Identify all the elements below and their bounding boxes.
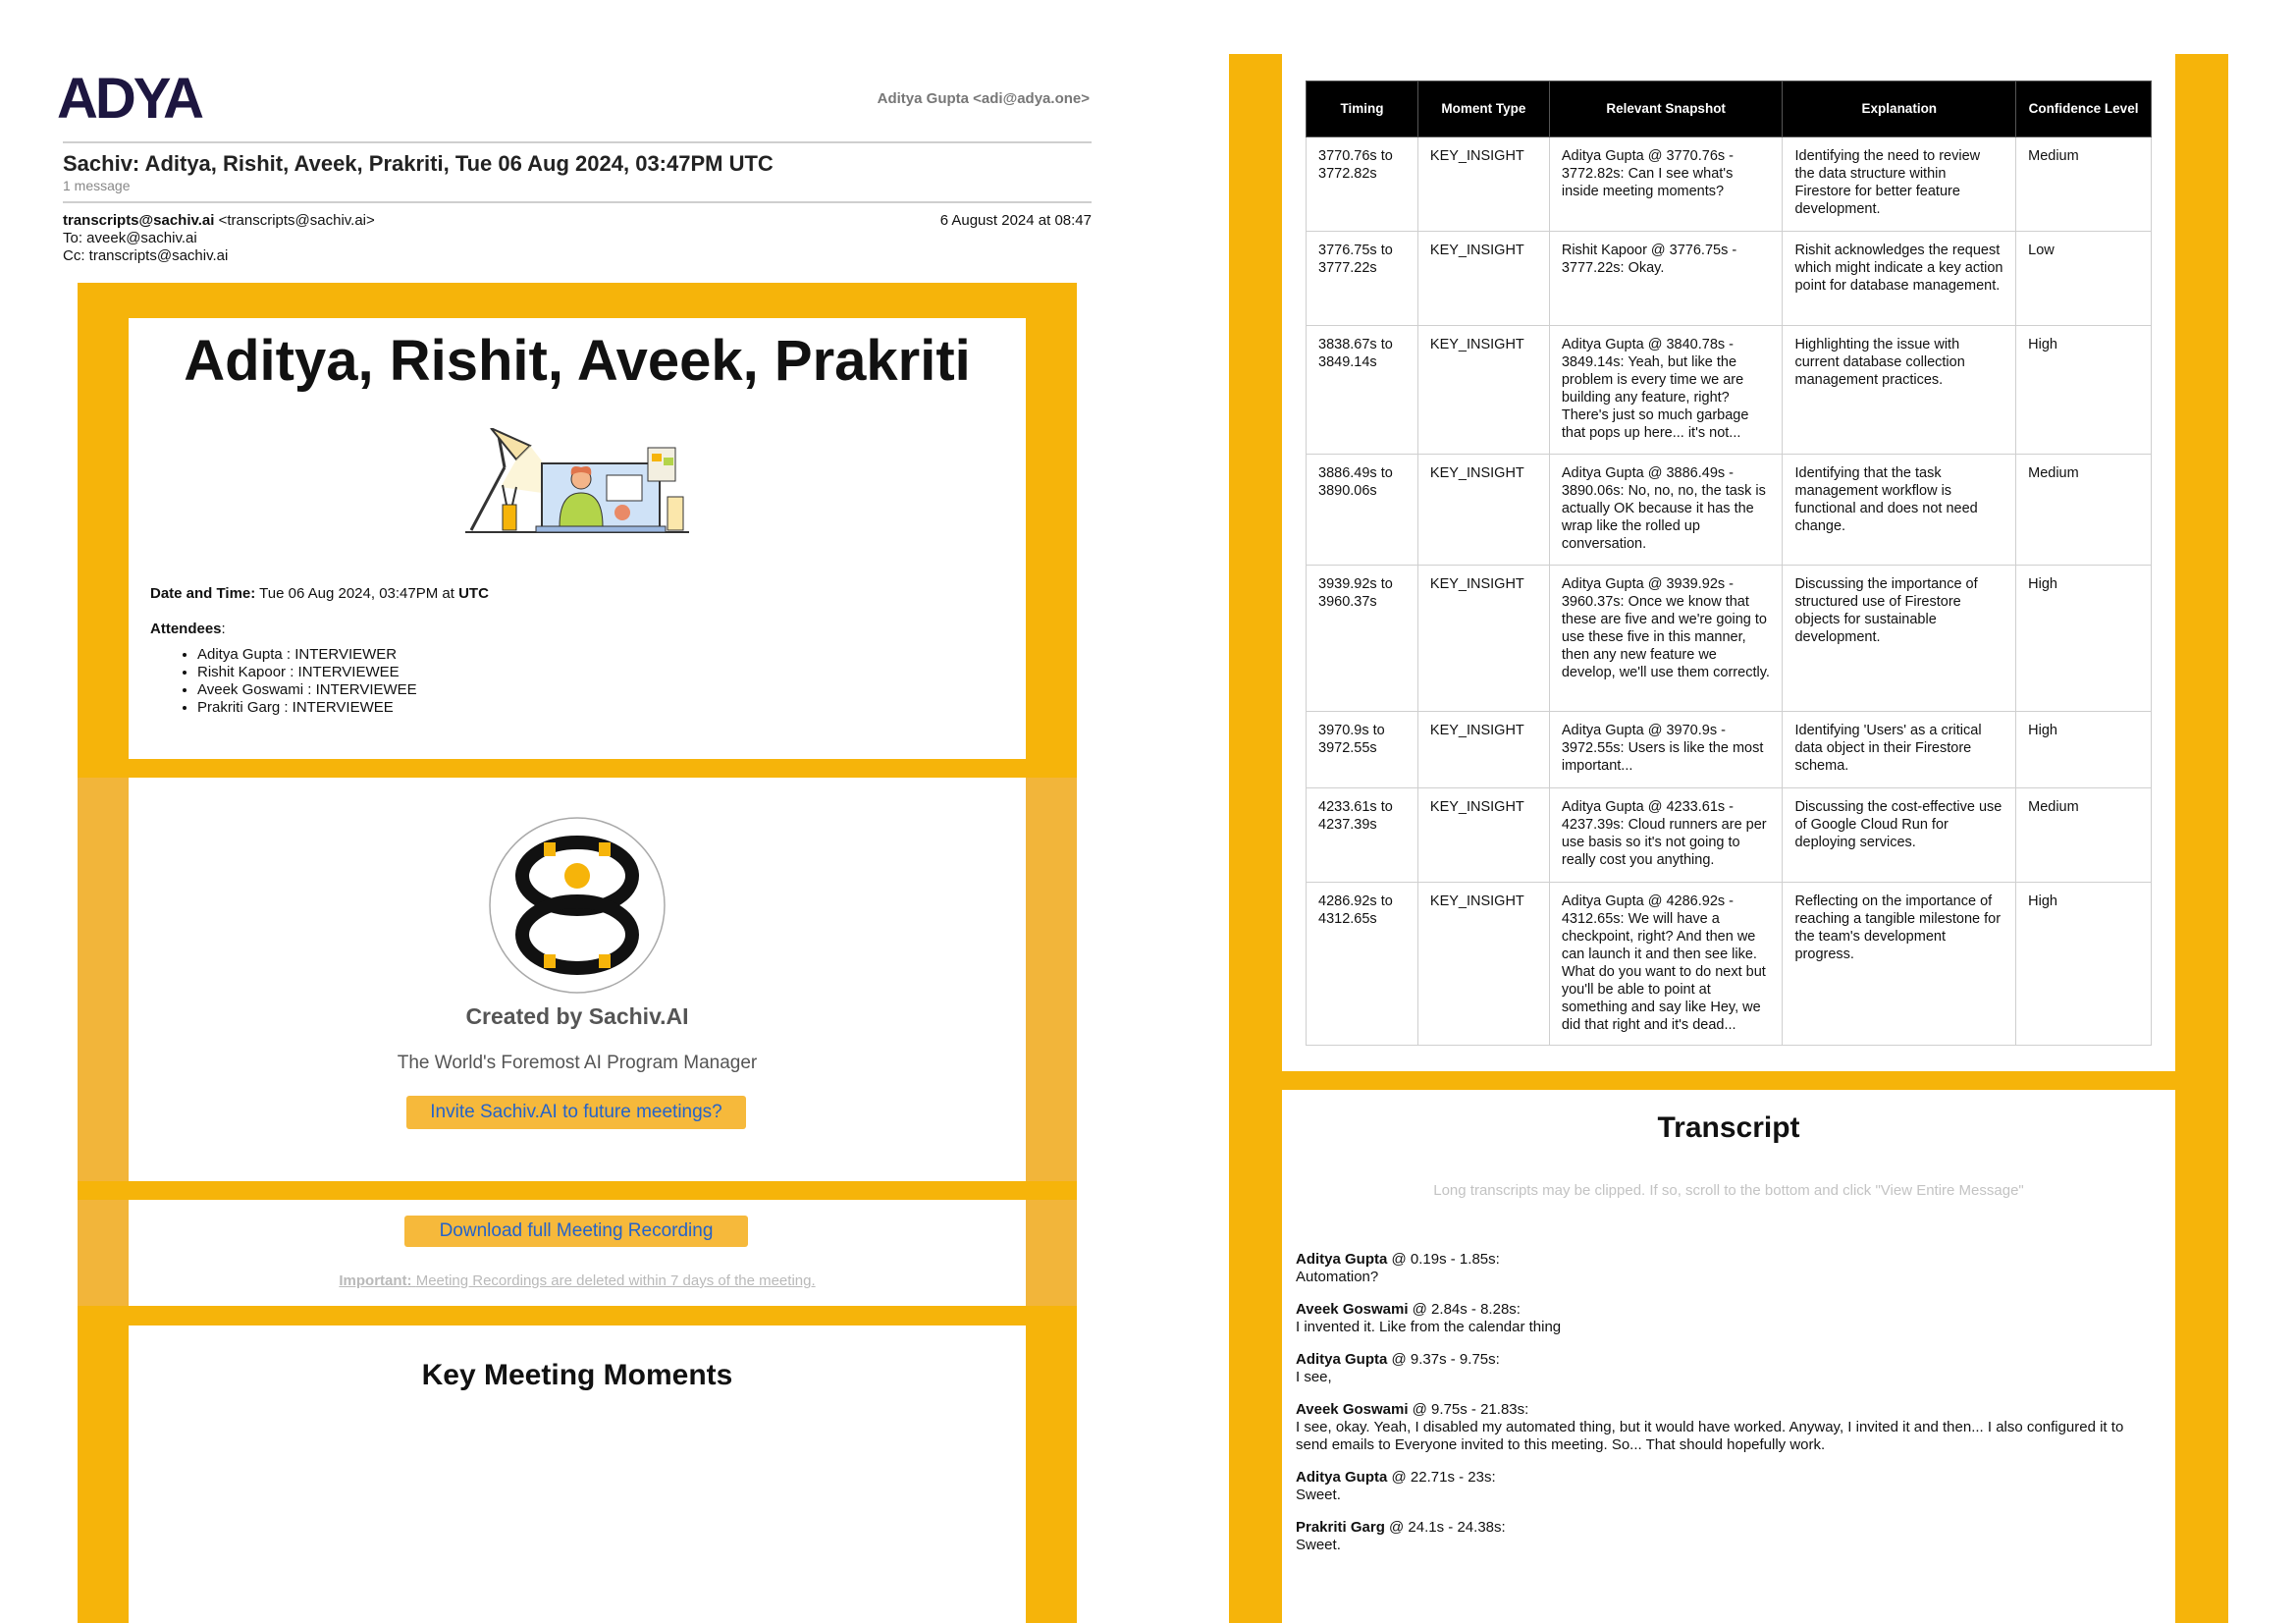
col-header-timing: Timing <box>1307 81 1418 137</box>
utterance-text: I see, <box>1296 1369 1332 1385</box>
cell-explanation: Reflecting on the importance of reaching a tangible milestone for the team's development progress. <box>1783 883 2016 1046</box>
cc-line: Cc: transcripts@sachiv.ai <box>63 247 229 264</box>
sachiv-logo-icon <box>487 815 667 996</box>
utterance-text: Sweet. <box>1296 1537 1341 1553</box>
sachiv-tagline: The World's Foremost AI Program Manager <box>397 1053 758 1073</box>
table-row <box>1307 712 2152 788</box>
cell-explanation: Discussing the cost-effective use of Google Cloud Run for deploying services. <box>1783 788 2016 883</box>
date-time-tz: UTC <box>458 585 489 602</box>
cell-type: KEY_INSIGHT <box>1417 232 1549 326</box>
created-by-text: Created by Sachiv.AI <box>465 1003 689 1029</box>
speaker-name: Aditya Gupta <box>1296 1469 1388 1486</box>
utterance-text: I see, okay. Yeah, I disabled my automated thing, but it would have worked. Anyway, I invited it and then... I also configured it to send emails to Everyone invited to this meeting. So... That should hopefully work. <box>1296 1419 2124 1453</box>
table-header-row <box>1307 81 2152 137</box>
cell-type: KEY_INSIGHT <box>1417 137 1549 232</box>
cell-confidence: High <box>2016 326 2152 455</box>
speaker-name: Prakriti Garg <box>1296 1519 1385 1536</box>
key-moments-table <box>1306 81 2152 1046</box>
attendee-item: • Aveek Goswami : INTERVIEWEE <box>197 681 417 699</box>
sender-address: <transcripts@sachiv.ai> <box>218 212 375 229</box>
cell-explanation: Rishit acknowledges the request which might indicate a key action point for database management. <box>1783 232 2016 326</box>
col-header-snapshot: Relevant Snapshot <box>1549 81 1783 137</box>
table-row <box>1307 455 2152 566</box>
cell-explanation: Highlighting the issue with current database collection management practices. <box>1783 326 2016 455</box>
cell-type: KEY_INSIGHT <box>1417 455 1549 566</box>
table-row <box>1307 232 2152 326</box>
adya-logo <box>57 71 224 124</box>
cell-timing: 4286.92s to 4312.65s <box>1307 883 1418 1046</box>
transcript-entry <box>1296 1351 2150 1386</box>
cell-type: KEY_INSIGHT <box>1417 326 1549 455</box>
col-header-confidence: Confidence Level <box>2016 81 2152 137</box>
cell-timing: 4233.61s to 4237.39s <box>1307 788 1418 883</box>
email-subject: Sachiv: Aditya, Rishit, Aveek, Prakriti, Tue 06 Aug 2024, 03:47PM UTC <box>63 151 774 176</box>
utterance-text: Automation? <box>1296 1269 1379 1285</box>
transcript-clip-note: Long transcripts may be clipped. If so, scroll to the bottom and click "View Entire Message" <box>1433 1182 2024 1199</box>
cell-type: KEY_INSIGHT <box>1417 712 1549 788</box>
download-recording-button[interactable]: Download full Meeting Recording <box>404 1216 748 1247</box>
utterance-time: @ 2.84s - 8.28s: <box>1408 1301 1521 1318</box>
cell-snapshot: Aditya Gupta @ 3939.92s - 3960.37s: Once we know that these are five and we're going to use these five in this manner, then any new feature we develop, we'll use them correctly. <box>1549 566 1783 712</box>
cell-explanation: Discussing the importance of structured use of Firestore objects for sustainable development. <box>1783 566 2016 712</box>
date-time <box>150 585 489 602</box>
cell-timing: 3838.67s to 3849.14s <box>1307 326 1418 455</box>
utterance-time: @ 0.19s - 1.85s: <box>1387 1251 1500 1268</box>
cell-timing: 3770.76s to 3772.82s <box>1307 137 1418 232</box>
date-time-label: Date and Time: <box>150 585 256 602</box>
col-header-moment-type: Moment Type <box>1417 81 1549 137</box>
utterance-time: @ 9.37s - 9.75s: <box>1387 1351 1500 1368</box>
cell-explanation: Identifying the need to review the data structure within Firestore for better feature development. <box>1783 137 2016 232</box>
utterance-text: I invented it. Like from the calendar thing <box>1296 1319 1562 1335</box>
important-label: Important: <box>339 1272 412 1289</box>
utterance-time: @ 9.75s - 21.83s: <box>1408 1401 1529 1418</box>
recording-retention-note[interactable] <box>129 1272 1026 1289</box>
cell-snapshot: Rishit Kapoor @ 3776.75s - 3777.22s: Okay. <box>1549 232 1783 326</box>
cell-confidence: Medium <box>2016 455 2152 566</box>
cell-timing: 3939.92s to 3960.37s <box>1307 566 1418 712</box>
cell-confidence: High <box>2016 712 2152 788</box>
attendee-item: • Prakriti Garg : INTERVIEWEE <box>197 699 417 717</box>
speaker-name: Aveek Goswami <box>1296 1301 1409 1318</box>
attendees-label: Attendees <box>150 621 222 637</box>
attendee-item: • Aditya Gupta : INTERVIEWER <box>197 646 417 664</box>
col-header-explanation: Explanation <box>1783 81 2016 137</box>
transcript-entry <box>1296 1401 2150 1454</box>
utterance-time: @ 24.1s - 24.38s: <box>1384 1519 1506 1536</box>
table-row <box>1307 566 2152 712</box>
cell-type: KEY_INSIGHT <box>1417 566 1549 712</box>
table-row <box>1307 137 2152 232</box>
attendee-item: • Rishit Kapoor : INTERVIEWEE <box>197 664 417 681</box>
attendees-list <box>150 646 417 717</box>
cell-confidence: High <box>2016 566 2152 712</box>
cell-snapshot: Aditya Gupta @ 3770.76s - 3772.82s: Can I see what's inside meeting moments? <box>1549 137 1783 232</box>
date-time-value: Tue 06 Aug 2024, 03:47PM at <box>259 585 454 602</box>
utterance-time: @ 22.71s - 23s: <box>1387 1469 1496 1486</box>
from-display: Aditya Gupta <adi@adya.one> <box>877 90 1090 107</box>
speaker-name: Aditya Gupta <box>1296 1251 1388 1268</box>
speaker-name: Aditya Gupta <box>1296 1351 1388 1368</box>
divider <box>63 141 1092 143</box>
cell-snapshot: Aditya Gupta @ 4233.61s - 4237.39s: Cloud runners are per use basis so it's not going to really cost you anything. <box>1549 788 1783 883</box>
to-line: To: aveek@sachiv.ai <box>63 230 197 246</box>
speaker-name: Aveek Goswami <box>1296 1401 1409 1418</box>
utterance-text: Sweet. <box>1296 1487 1341 1503</box>
cell-confidence: Medium <box>2016 788 2152 883</box>
table-row <box>1307 326 2152 455</box>
cell-snapshot: Aditya Gupta @ 3970.9s - 3972.55s: Users is like the most important... <box>1549 712 1783 788</box>
invite-sachiv-button[interactable]: Invite Sachiv.AI to future meetings? <box>406 1096 746 1129</box>
email-date: 6 August 2024 at 08:47 <box>939 212 1092 229</box>
transcript-title: Transcript <box>1657 1111 1800 1144</box>
sender-line <box>63 212 375 229</box>
meeting-title: Aditya, Rishit, Aveek, Prakriti <box>184 329 971 393</box>
cell-confidence: Low <box>2016 232 2152 326</box>
cell-timing: 3970.9s to 3972.55s <box>1307 712 1418 788</box>
cell-snapshot: Aditya Gupta @ 4286.92s - 4312.65s: We will have a checkpoint, right? And then we can launch it and then see like. What do you want to do next but you'll be able to point at something and say like Hey, we did that right and it's dead... <box>1549 883 1783 1046</box>
table-row <box>1307 883 2152 1046</box>
adya-logo-text: ADYA <box>57 71 202 124</box>
transcript-list <box>1296 1251 2150 1569</box>
transcript-entry <box>1296 1469 2150 1504</box>
attendees-heading: Attendees: <box>150 621 226 637</box>
message-count: 1 message <box>63 178 131 193</box>
cell-type: KEY_INSIGHT <box>1417 883 1549 1046</box>
transcript-entry <box>1296 1301 2150 1336</box>
cell-confidence: Medium <box>2016 137 2152 232</box>
cell-timing: 3886.49s to 3890.06s <box>1307 455 1418 566</box>
cell-explanation: Identifying 'Users' as a critical data object in their Firestore schema. <box>1783 712 2016 788</box>
cell-snapshot: Aditya Gupta @ 3886.49s - 3890.06s: No, no, no, the task is actually OK because it has the wrap like the rolled up conversation. <box>1549 455 1783 566</box>
video-call-illustration <box>461 428 693 538</box>
key-moments-title: Key Meeting Moments <box>421 1359 733 1391</box>
cell-snapshot: Aditya Gupta @ 3840.78s - 3849.14s: Yeah, but like the problem is every time we are building any feature, right? There's just so much garbage that pops up here... it's not... <box>1549 326 1783 455</box>
important-text: Meeting Recordings are deleted within 7 days of the meeting. <box>415 1272 816 1289</box>
sender-name[interactable]: transcripts@sachiv.ai <box>63 212 215 229</box>
transcript-entry <box>1296 1519 2150 1554</box>
cell-timing: 3776.75s to 3777.22s <box>1307 232 1418 326</box>
cell-confidence: High <box>2016 883 2152 1046</box>
cell-type: KEY_INSIGHT <box>1417 788 1549 883</box>
table-row <box>1307 788 2152 883</box>
divider <box>63 201 1092 203</box>
transcript-entry <box>1296 1251 2150 1286</box>
cell-explanation: Identifying that the task management workflow is functional and does not need change. <box>1783 455 2016 566</box>
